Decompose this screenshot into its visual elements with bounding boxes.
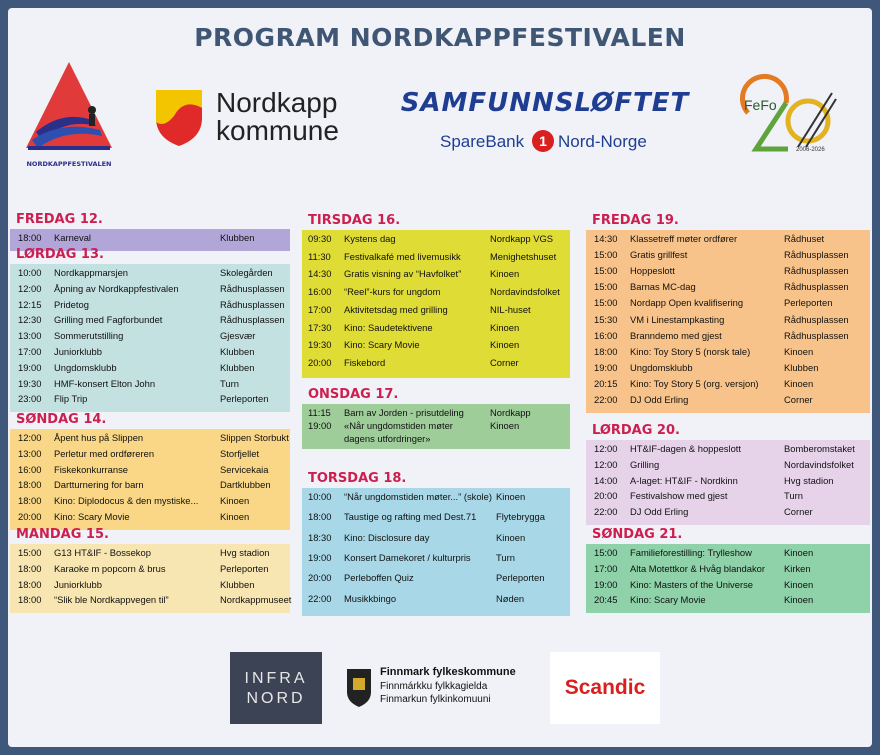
event-title: “Reel”-kurs for ungdom xyxy=(344,286,441,298)
event-row xyxy=(302,407,570,420)
day-box-tir16 xyxy=(302,230,570,378)
day-box-tor18 xyxy=(302,488,570,616)
nordkapp-kommune-logo xyxy=(154,88,364,154)
event-title: Kino: Diplodocus & den mystiske... xyxy=(54,495,199,507)
event-title: Perletur med ordføreren xyxy=(54,447,155,459)
event-row xyxy=(302,420,570,433)
event-title: Kino: Saudetektivene xyxy=(344,321,433,333)
event-row xyxy=(302,286,570,304)
event-time: 16:00 xyxy=(594,329,618,341)
event-row xyxy=(302,233,570,251)
day-heading-tor18: TORSDAG 18. xyxy=(308,471,407,486)
event-title: Taustige og rafting med Dest.71 xyxy=(344,511,477,523)
event-row xyxy=(586,579,870,595)
event-time: 17:30 xyxy=(308,321,332,333)
kommune-word: kommune xyxy=(216,115,339,146)
event-time: 22:00 xyxy=(594,394,618,405)
event-row xyxy=(302,511,570,531)
event-time: 12:15 xyxy=(18,298,42,310)
event-row xyxy=(586,563,870,579)
event-title: Sommerutstilling xyxy=(54,330,124,342)
event-place: Rådhusplassen xyxy=(784,281,849,293)
event-time: 20:00 xyxy=(18,511,42,522)
event-place: Perleporten xyxy=(496,572,545,584)
event-row xyxy=(10,232,290,248)
event-row xyxy=(10,448,290,464)
event-title: Grilling xyxy=(630,458,660,470)
event-place: Perleporten xyxy=(220,562,269,574)
event-place: Kinoen xyxy=(220,511,250,522)
event-place: Dartklubben xyxy=(220,479,271,491)
event-place: Perleporten xyxy=(784,297,833,309)
event-title: Alta Motettkor & Hvåg blandakor xyxy=(630,562,765,574)
event-row xyxy=(586,490,870,506)
event-row xyxy=(302,593,570,613)
event-row xyxy=(586,281,870,297)
event-title: HMF-konsert Elton John xyxy=(54,377,156,389)
event-place: Kinoen xyxy=(784,547,814,558)
event-row xyxy=(586,475,870,491)
event-time: 10:00 xyxy=(18,267,42,278)
event-row xyxy=(586,547,870,563)
event-time: 18:00 xyxy=(18,562,42,574)
event-time: 13:00 xyxy=(18,447,42,459)
event-title: Dartturnering for barn xyxy=(54,479,144,491)
event-row xyxy=(10,511,290,527)
event-row xyxy=(302,532,570,552)
event-time: 15:30 xyxy=(594,313,618,325)
event-place: Kinoen xyxy=(490,420,520,431)
event-time: 19:00 xyxy=(308,420,332,431)
event-title: A-laget: HT&IF - Nordkinn xyxy=(630,474,738,486)
event-row xyxy=(10,378,290,394)
event-place: Nordkapp VGS xyxy=(490,233,554,244)
event-time: 18:30 xyxy=(308,531,332,543)
event-row xyxy=(302,491,570,511)
page-title: PROGRAM NORDKAPPFESTIVALEN xyxy=(194,23,686,52)
event-row xyxy=(302,357,570,375)
event-title: HT&IF-dagen & hoppeslott xyxy=(630,443,741,454)
sparebank-one-icon: 1 xyxy=(532,130,554,152)
event-row xyxy=(10,432,290,448)
event-row xyxy=(10,464,290,480)
event-time: 18:00 xyxy=(308,511,332,523)
infra-text: INFRA xyxy=(244,670,308,687)
event-title: Perleboffen Quiz xyxy=(344,572,414,584)
event-time: 14:30 xyxy=(594,233,618,244)
event-row xyxy=(586,233,870,249)
event-title: Festivalkafé med livemusikk xyxy=(344,250,461,262)
event-place: Servicekaia xyxy=(220,463,269,475)
event-time: 23:00 xyxy=(18,393,42,405)
sparebank-name: SpareBank xyxy=(440,132,525,151)
day-heading-son14: SØNDAG 14. xyxy=(16,412,107,427)
event-place: NIL-huset xyxy=(490,303,531,315)
event-row xyxy=(10,283,290,299)
event-title: Pridetog xyxy=(54,298,89,310)
event-row xyxy=(10,594,290,610)
event-place: Turn xyxy=(784,490,803,502)
event-place: Corner xyxy=(784,506,813,518)
event-title: Festivalshow med gjest xyxy=(630,490,728,502)
event-row xyxy=(10,330,290,346)
event-time: 17:00 xyxy=(18,346,42,357)
day-heading-lor20: LØRDAG 20. xyxy=(592,423,680,438)
event-row xyxy=(302,552,570,572)
event-time: 12:00 xyxy=(594,458,618,470)
day-box-ons17 xyxy=(302,404,570,449)
event-row xyxy=(10,479,290,495)
event-time: 09:30 xyxy=(308,233,332,244)
event-row xyxy=(302,339,570,357)
event-title: Fiskekonkurranse xyxy=(54,463,128,475)
event-row xyxy=(586,265,870,281)
event-place: Kinoen xyxy=(220,495,250,507)
event-place: Rådhusplassen xyxy=(220,298,285,310)
samfunnsloftet-text: SAMFUNNSLØFTET xyxy=(400,88,690,118)
event-title: Ungdomsklubb xyxy=(630,361,693,373)
event-row xyxy=(302,433,570,446)
event-row xyxy=(302,268,570,286)
event-title: Nordkappmarsjen xyxy=(54,267,128,278)
event-row xyxy=(10,346,290,362)
event-row xyxy=(10,547,290,563)
event-place: Kinoen xyxy=(496,531,526,543)
event-row xyxy=(10,393,290,409)
fefo-text: FeFo xyxy=(744,97,777,113)
event-title: “Slik ble Nordkappvegen til” xyxy=(54,594,169,606)
event-time: 19:30 xyxy=(308,339,332,351)
event-place: Turn xyxy=(496,551,515,563)
nord-text: NORD xyxy=(246,690,306,707)
event-time: 22:00 xyxy=(308,592,332,604)
event-time: 17:00 xyxy=(594,562,618,574)
event-place: Kinoen xyxy=(490,268,520,280)
event-time: 18:00 xyxy=(18,495,42,507)
event-time: 15:00 xyxy=(594,265,618,277)
event-place: Rådhuset xyxy=(784,233,825,244)
event-time: 20:00 xyxy=(308,356,332,368)
event-place: Nordkappmuseet xyxy=(220,594,292,606)
nordkappfestivalen-logo xyxy=(22,60,116,172)
event-place: Kinoen xyxy=(496,491,526,502)
event-title: Nordapp Open kvalifisering xyxy=(630,297,744,309)
event-row xyxy=(586,443,870,459)
day-heading-son21: SØNDAG 21. xyxy=(592,527,683,542)
event-row xyxy=(10,563,290,579)
sparebank-logo xyxy=(380,88,710,158)
event-title: Grilling med Fagforbundet xyxy=(54,314,163,326)
event-row xyxy=(586,394,870,410)
event-title: Gratis grillfest xyxy=(630,249,688,261)
event-place: Klubben xyxy=(220,578,255,590)
event-time: 18:00 xyxy=(18,479,42,491)
infra-nord-logo xyxy=(230,652,322,724)
event-title: DJ Odd Erling xyxy=(630,506,689,518)
event-place: Kinoen xyxy=(490,321,520,333)
event-row xyxy=(586,346,870,362)
event-title: DJ Odd Erling xyxy=(630,394,689,405)
event-place: Perleporten xyxy=(220,393,269,405)
event-place: Rådhusplassen xyxy=(220,282,285,294)
event-place: Skolegården xyxy=(220,267,273,278)
event-title: Familieforestilling: Trylleshow xyxy=(630,547,752,558)
event-title: VM i Linestampkasting xyxy=(630,313,725,325)
event-place: Nordavindsfolket xyxy=(490,286,560,298)
event-time: 15:00 xyxy=(594,297,618,309)
event-title: dagens utfordringer» xyxy=(344,433,431,444)
event-time: 18:00 xyxy=(594,345,618,357)
fefo-years: 2006-2026 xyxy=(796,147,825,153)
day-box-fre19 xyxy=(586,230,870,413)
event-place: Corner xyxy=(784,394,813,405)
kommune-shield-icon xyxy=(154,88,204,148)
event-time: 15:00 xyxy=(18,547,42,558)
event-time: 11:30 xyxy=(308,250,331,262)
event-row xyxy=(302,322,570,340)
event-time: 17:00 xyxy=(308,303,332,315)
event-time: 20:45 xyxy=(594,594,618,606)
event-time: 12:00 xyxy=(18,282,42,294)
event-time: 19:00 xyxy=(308,551,332,563)
day-heading-man15: MANDAG 15. xyxy=(16,527,109,542)
event-place: Klubben xyxy=(220,361,255,373)
event-title: Ungdomsklubb xyxy=(54,361,117,373)
event-row xyxy=(10,299,290,315)
event-row xyxy=(586,297,870,313)
event-time: 18:00 xyxy=(18,594,42,606)
event-place: Flytebrygga xyxy=(496,511,545,523)
finnmark-sami: Finnmárkku fylkkagielda xyxy=(380,681,488,692)
event-place: Rådhusplassen xyxy=(784,265,849,277)
event-time: 14:30 xyxy=(308,268,332,280)
event-place: Kinoen xyxy=(784,377,814,389)
sparebank-region: Nord-Norge xyxy=(558,132,647,151)
event-row xyxy=(586,459,870,475)
event-place: Corner xyxy=(490,356,519,368)
day-box-lor13 xyxy=(10,264,290,412)
finnmark-name: Finnmark fylkeskommune xyxy=(380,666,516,678)
event-title: Juniorklubb xyxy=(54,578,102,590)
finnmark-shield-icon xyxy=(346,668,372,708)
event-place: Rådhusplassen xyxy=(784,249,849,261)
event-time: 20:00 xyxy=(594,490,618,502)
event-place: Nordavindsfolket xyxy=(784,458,854,470)
event-title: Kino: Scary Movie xyxy=(630,594,706,606)
event-row xyxy=(10,314,290,330)
event-place: Slippen Storbukt xyxy=(220,432,289,443)
event-title: Kino: Toy Story 5 (norsk tale) xyxy=(630,345,751,357)
event-time: 18:00 xyxy=(18,232,42,243)
event-row xyxy=(586,594,870,610)
event-time: 19:00 xyxy=(594,578,618,590)
day-heading-tir16: TIRSDAG 16. xyxy=(308,213,401,228)
event-title: «Når ungdomstiden møter xyxy=(344,420,453,431)
event-time: 19:00 xyxy=(18,361,42,373)
event-time: 19:30 xyxy=(18,377,42,389)
event-row xyxy=(586,330,870,346)
event-time: 10:00 xyxy=(308,491,332,502)
event-title: Kino: Disclosure day xyxy=(344,531,430,543)
event-title: Åpning av Nordkappfestivalen xyxy=(54,282,179,294)
event-title: Barn av Jorden - prisutdeling xyxy=(344,407,464,418)
event-title: Musikkbingo xyxy=(344,592,397,604)
event-row xyxy=(586,249,870,265)
scandic-text: Scandic xyxy=(564,676,646,699)
event-title: Åpent hus på Slippen xyxy=(54,432,144,443)
event-row xyxy=(10,495,290,511)
event-row xyxy=(586,378,870,394)
event-time: 13:00 xyxy=(18,330,42,342)
kommune-name: Nordkapp xyxy=(216,87,338,118)
event-place: Storfjellet xyxy=(220,447,260,459)
event-time: 12:00 xyxy=(18,432,42,443)
event-place: Nordkapp xyxy=(490,407,531,418)
event-time: 18:00 xyxy=(18,578,42,590)
day-box-son21 xyxy=(586,544,870,613)
event-row xyxy=(10,267,290,283)
event-title: Klassetreff møter ordfører xyxy=(630,233,738,244)
event-place: Menighetshuset xyxy=(490,250,557,262)
event-title: Hoppeslott xyxy=(630,265,675,277)
event-time: 15:00 xyxy=(594,249,618,261)
event-time: 20:15 xyxy=(594,377,618,389)
event-time: 11:15 xyxy=(308,407,331,418)
event-place: Hvg stadion xyxy=(220,547,270,558)
event-title: Flip Trip xyxy=(54,393,88,405)
event-place: Kinoen xyxy=(784,345,814,357)
event-row xyxy=(302,251,570,269)
event-time: 19:00 xyxy=(594,361,618,373)
event-place: Turn xyxy=(220,377,239,389)
event-title: G13 HT&IF - Bossekop xyxy=(54,547,151,558)
event-time: 16:00 xyxy=(18,463,42,475)
fefo-logo xyxy=(728,63,838,159)
scandic-logo xyxy=(550,652,660,724)
event-place: Hvg stadion xyxy=(784,474,834,486)
finnmark-kven: Finmarkun fylkinkomuuni xyxy=(380,694,491,705)
event-place: Klubben xyxy=(220,232,255,243)
day-heading-ons17: ONSDAG 17. xyxy=(308,387,399,402)
event-place: Bomberomstaket xyxy=(784,443,855,454)
day-box-lor20 xyxy=(586,440,870,525)
event-row xyxy=(586,506,870,522)
event-title: Branndemo med gjest xyxy=(630,329,722,341)
event-place: Rådhusplassen xyxy=(784,329,849,341)
day-box-son14 xyxy=(10,429,290,530)
event-title: Barnas MC-dag xyxy=(630,281,696,293)
event-row xyxy=(302,572,570,592)
event-row xyxy=(586,362,870,378)
event-place: Rådhusplassen xyxy=(784,313,849,325)
event-place: Klubben xyxy=(784,361,819,373)
event-time: 20:00 xyxy=(308,572,332,584)
event-place: Kirken xyxy=(784,562,811,574)
finnmark-logo xyxy=(346,664,546,714)
event-row xyxy=(302,304,570,322)
event-title: Kino: Toy Story 5 (org. versjon) xyxy=(630,377,759,389)
event-time: 12:00 xyxy=(594,443,618,454)
event-time: 15:00 xyxy=(594,547,618,558)
day-box-man15 xyxy=(10,544,290,613)
event-time: 12:30 xyxy=(18,314,42,326)
event-title: “Når ungdomstiden møter...” (skole) xyxy=(344,491,492,502)
event-row xyxy=(10,362,290,378)
event-place: Klubben xyxy=(220,346,255,357)
nordkappfestivalen-text: NORDKAPPFESTIVALEN xyxy=(26,160,112,168)
event-time: 16:00 xyxy=(308,286,332,298)
day-heading-fre19: FREDAG 19. xyxy=(592,213,679,228)
poster xyxy=(8,8,872,747)
event-place: Kinoen xyxy=(784,578,814,590)
event-title: Aktivitetsdag med grilling xyxy=(344,303,448,315)
event-row xyxy=(586,314,870,330)
event-time: 14:00 xyxy=(594,474,618,486)
event-title: Fiskebord xyxy=(344,356,386,368)
event-title: Konsert Damekoret / kulturpris xyxy=(344,551,471,563)
event-title: Kystens dag xyxy=(344,233,396,244)
event-place: Rådhusplassen xyxy=(220,314,285,326)
event-title: Karaoke m popcorn & brus xyxy=(54,562,166,574)
event-place: Kinoen xyxy=(784,594,814,606)
event-place: Nøden xyxy=(496,592,525,604)
day-heading-lor13: LØRDAG 13. xyxy=(16,247,104,262)
event-title: Karneval xyxy=(54,232,92,243)
event-title: Juniorklubb xyxy=(54,346,102,357)
event-time: 22:00 xyxy=(594,506,618,518)
event-title: Kino: Scary Movie xyxy=(344,339,420,351)
event-title: Gratis visning av “Havfolket” xyxy=(344,268,462,280)
event-place: Kinoen xyxy=(490,339,520,351)
event-place: Gjesvær xyxy=(220,330,256,342)
day-heading-fre12: FREDAG 12. xyxy=(16,212,103,227)
event-title: Kino: Scary Movie xyxy=(54,511,130,522)
event-row xyxy=(10,579,290,595)
event-time: 15:00 xyxy=(594,281,618,293)
event-title: Kino: Masters of the Universe xyxy=(630,578,753,590)
